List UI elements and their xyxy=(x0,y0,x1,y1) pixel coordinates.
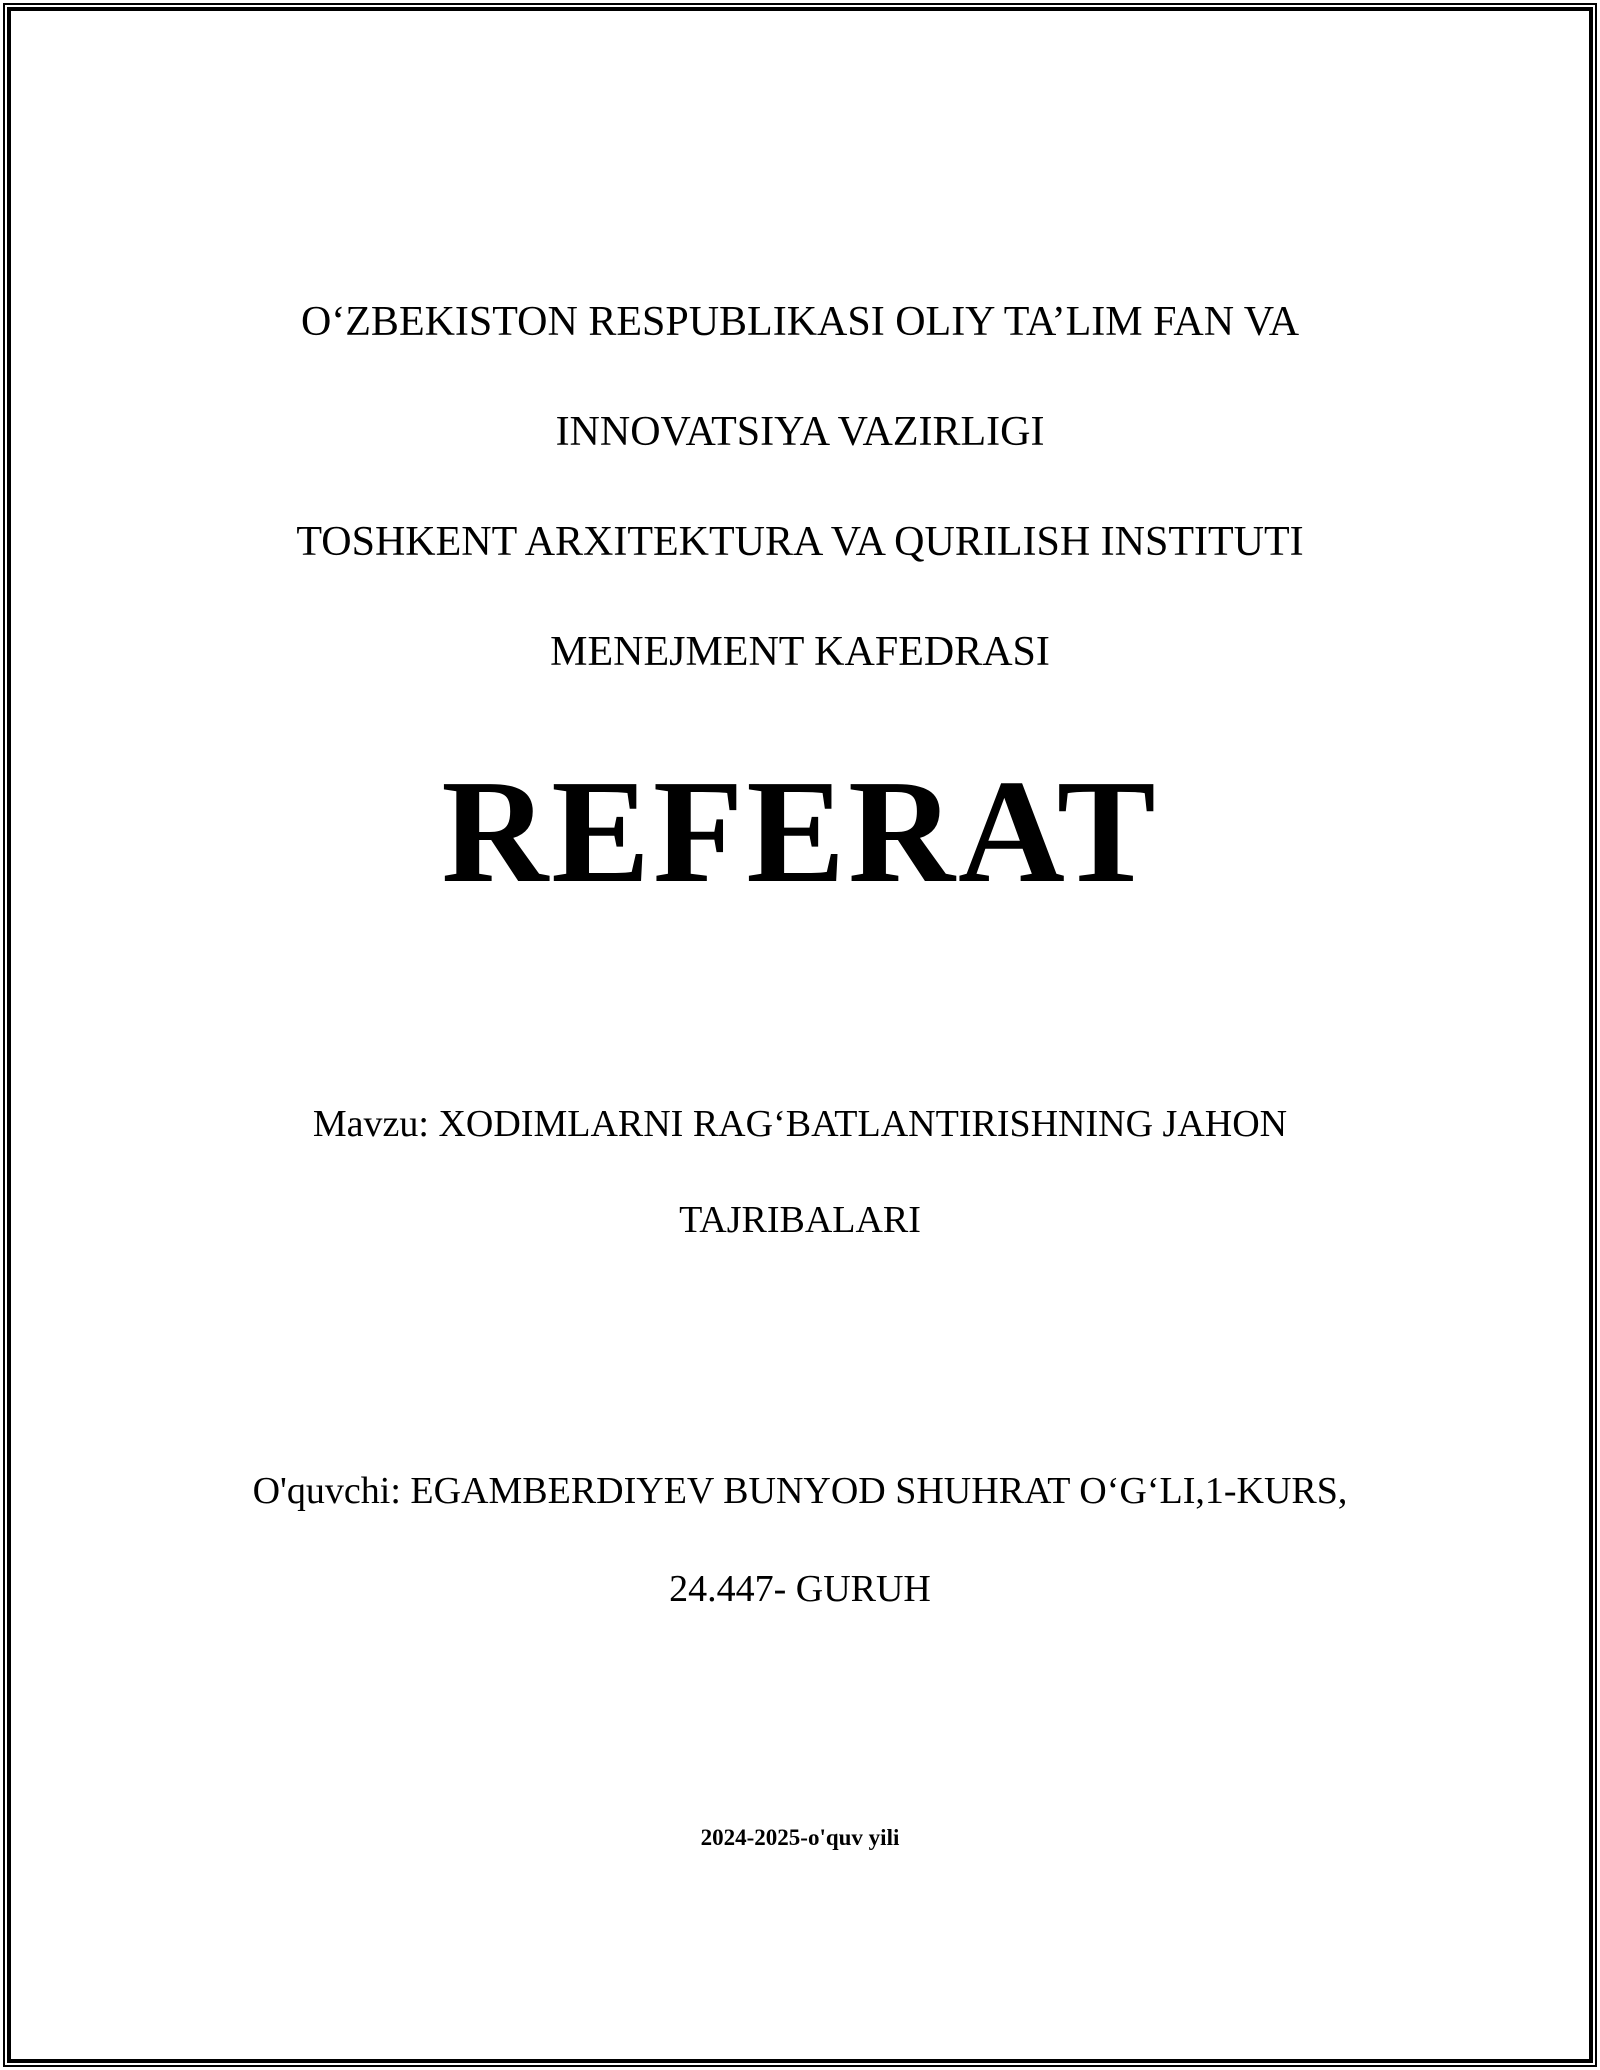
academic-year: 2024-2025-o'quv yili xyxy=(700,1825,900,1850)
student-line-1: O'quvchi: EGAMBERDIYEV BUNYOD SHUHRAT O‘G‘LI,1-KURS, xyxy=(252,1470,1348,1512)
ministry-header-line-2: INNOVATSIYA VAZIRLIGI xyxy=(555,409,1045,455)
topic-line-2: TAJRIBALARI xyxy=(679,1199,921,1241)
student-line-2: 24.447- GURUH xyxy=(669,1568,931,1610)
institute-header-line: TOSHKENT ARXITEKTURA VA QURILISH INSTITUTI xyxy=(296,519,1304,565)
ministry-header-line-1: O‘ZBEKISTON RESPUBLIKASI OLIY TA’LIM FAN VA xyxy=(300,299,1300,345)
document-title: REFERAT xyxy=(441,750,1159,914)
topic-block xyxy=(40,1052,1560,1292)
topic-line-1: Mavzu: XODIMLARNI RAG‘BATLANTIRISHNING JAHON xyxy=(312,1103,1288,1145)
student-block xyxy=(40,1418,1560,1663)
ministry-header xyxy=(40,240,1560,735)
department-header-line: MENEJMENT KAFEDRASI xyxy=(550,629,1050,675)
